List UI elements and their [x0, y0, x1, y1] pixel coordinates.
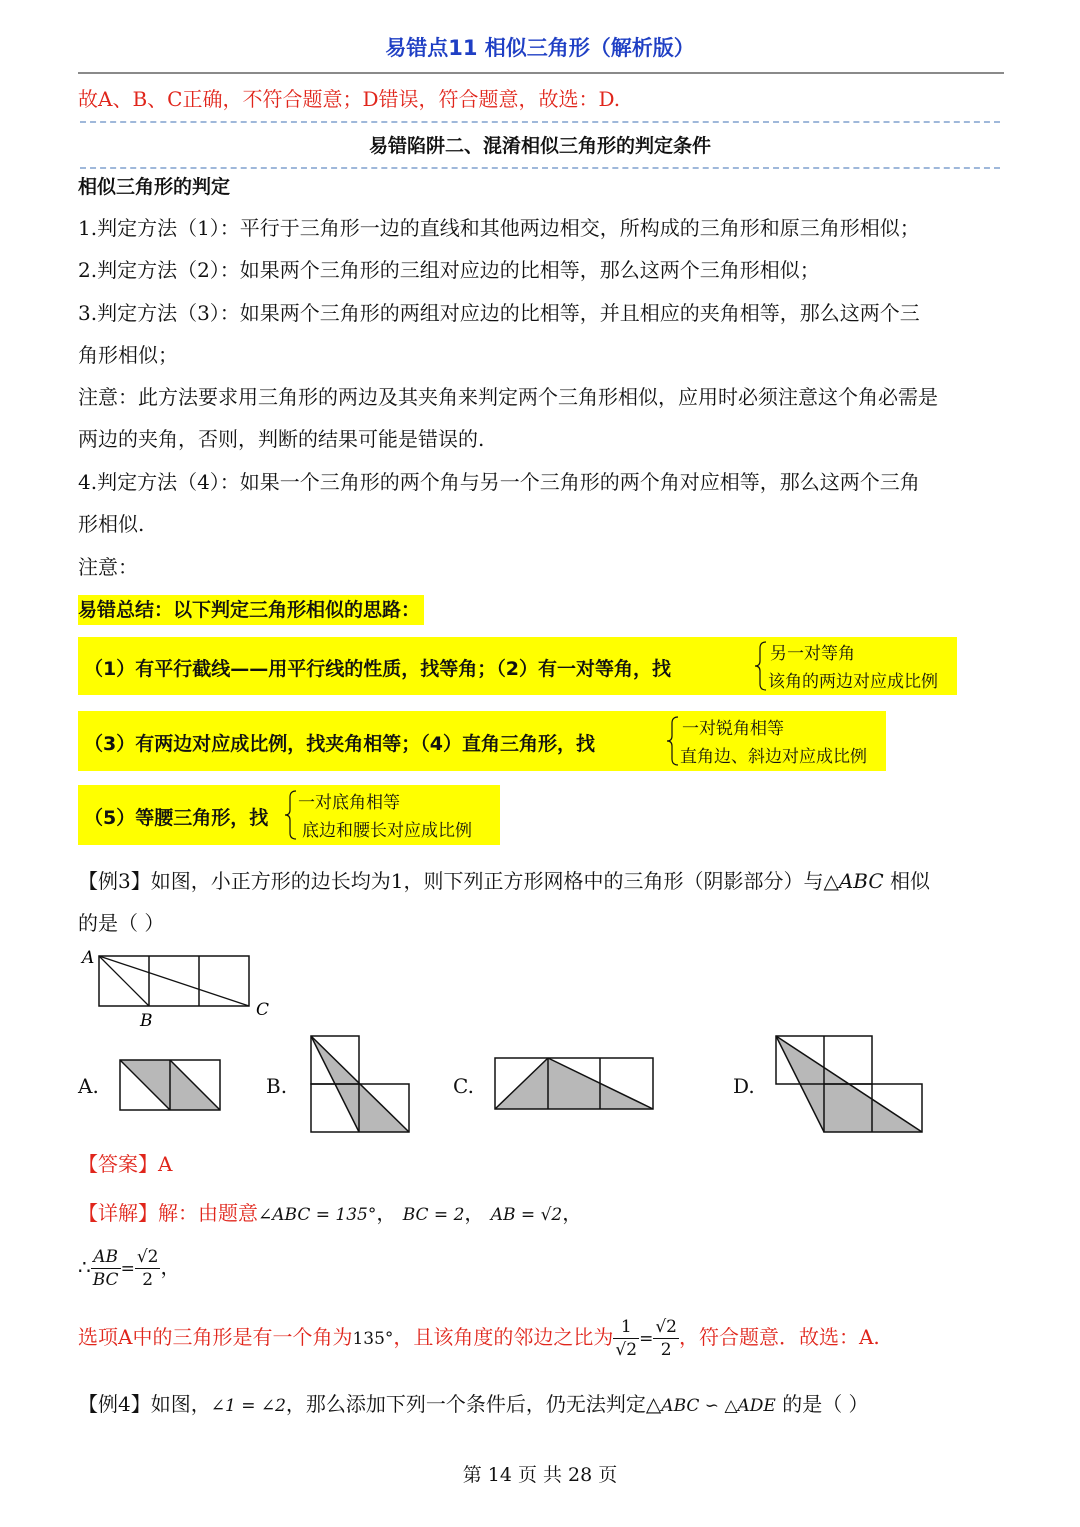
choice-b-label[interactable]: B.: [266, 1074, 288, 1098]
brace-icon: [666, 716, 680, 766]
summary-box-3-option-2: 底边和腰长对应成比例: [302, 821, 472, 841]
answer-line: [78, 1149, 172, 1179]
note-line-2: 两边的夹角，否则，判断的结果可能是错误的.: [78, 427, 485, 451]
method-line-4: 4.判定方法（4）：如果一个三角形的两个角与另一个三角形的两个角对应相等，那么这两个三角: [78, 470, 920, 494]
brace-icon: [754, 641, 768, 691]
choice-c-label[interactable]: C.: [453, 1074, 474, 1098]
detail-conclusion: 选项A中的三角形是有一个角为135°，且该角度的邻边之比为 $\frac{1}{√2}$ = $\frac{√2}{2}$ ，符合题意．故选：A.: [78, 1317, 880, 1360]
choice-b-figure[interactable]: [309, 1034, 413, 1136]
method-line-3: 3.判定方法（3）：如果两个三角形的两组对应边的比相等，并且相应的夹角相等，那么这两个三: [78, 301, 920, 325]
header-divider: [78, 72, 1004, 74]
fraction-ab-bc: $\frac{AB}{BC}$: [92, 1247, 119, 1290]
detail-line: 【详解】解：由题意∠ABC = 135°， BC = 2， AB = √2，: [78, 1201, 583, 1225]
summary-box-1: [78, 637, 957, 695]
section-title: 易错陷阱二、混淆相似三角形的判定条件: [368, 135, 711, 157]
page-footer: 第 14 页 共 28 页: [462, 1464, 618, 1486]
bc-formula: BC = 2: [402, 1205, 465, 1225]
example-3-question-cont: 的是（ ）: [78, 911, 165, 935]
section-subtitle: 相似三角形的判定: [78, 176, 231, 198]
summary-box-3-option-1: 一对底角相等: [298, 793, 400, 813]
summary-box-2-option-1: 一对锐角相等: [682, 719, 784, 739]
figure-abc-grid: [78, 945, 288, 1030]
dashed-divider-top: [80, 121, 1000, 123]
choice-a-figure[interactable]: [118, 1058, 224, 1112]
summary-box-1-option-1: 另一对等角: [770, 644, 855, 664]
fraction-1-over-root2: $\frac{1}{√2}$: [615, 1317, 638, 1360]
example-3-tag: 【例3】: [78, 869, 151, 893]
detail-lead: 解：由题意: [158, 1201, 258, 1225]
summary-box-2-text: （3）有两边对应成比例，找夹角相等；（4）直角三角形，找: [84, 733, 595, 755]
dashed-divider-bottom: [80, 167, 1000, 169]
triangle-abc-label: ABC: [838, 869, 884, 893]
similarity-statement: ABC ∽ △ADE: [661, 1396, 776, 1416]
method-line-1: 1.判定方法（1）：平行于三角形一边的直线和其他两边相交，所构成的三角形和原三角形相似；: [78, 216, 920, 240]
summary-box-1-option-2: 该角的两边对应成比例: [768, 672, 938, 692]
therefore-symbol: ∴: [78, 1255, 91, 1279]
summary-box-2: [78, 711, 886, 771]
answer-value: A: [158, 1152, 173, 1176]
choice-a-label[interactable]: A.: [78, 1074, 99, 1098]
choice-d-figure[interactable]: [774, 1034, 926, 1136]
segment-ac: [99, 956, 249, 1006]
ab-formula: AB = √2: [490, 1205, 563, 1225]
vertex-label-b: B: [140, 1011, 153, 1030]
method-line-2: 2.判定方法（2）：如果两个三角形的三组对应边的比相等，那么这两个三角形相似；: [78, 258, 820, 282]
example-3-text-end: 相似: [890, 869, 931, 893]
angle-value: 135°: [352, 1329, 394, 1349]
summary-box-1-text: （1）有平行截线——用平行线的性质，找等角；（2）有一对等角，找: [84, 658, 671, 680]
choice-d-label[interactable]: D.: [733, 1074, 755, 1098]
note-line-3: 注意：: [78, 555, 138, 579]
vertex-label-a: A: [82, 948, 95, 968]
fraction-root2-over-2-b: $\frac{√2}{2}$: [655, 1317, 677, 1360]
angle-abc-formula: ∠ABC = 135°: [258, 1205, 377, 1225]
ratio-line: ∴ $\frac{AB}{BC}$ = $\frac{√2}{2}$ ，: [78, 1247, 181, 1290]
choice-c-figure[interactable]: [493, 1056, 657, 1112]
vertex-label-c: C: [256, 1000, 270, 1020]
previous-conclusion: 故A、B、C正确，不符合题意；D错误，符合题意，故选：D.: [78, 87, 621, 111]
angle-condition: ∠1 = ∠2: [210, 1396, 286, 1416]
summary-title: 易错总结：以下判定三角形相似的思路：: [78, 595, 424, 625]
example-4-question: 【例4】如图，∠1 = ∠2，那么添加下列一个条件后，仍无法判定△ABC ∽ △ADE 的是（ ）: [78, 1392, 869, 1416]
answer-tag: 【答案】: [78, 1152, 158, 1176]
segment-ab: [99, 956, 149, 1006]
method-line-4-cont: 形相似.: [78, 512, 145, 536]
fraction-root2-over-2: $\frac{√2}{2}$: [136, 1247, 159, 1290]
summary-box-3-text: （5）等腰三角形，找: [84, 807, 269, 829]
note-line-1: 注意：此方法要求用三角形的两边及其夹角来判定两个三角形相似，应用时必须注意这个角必需是: [78, 385, 938, 409]
detail-tag: 【详解】: [78, 1201, 158, 1225]
example-3-question: [78, 866, 930, 896]
summary-box-2-option-2: 直角边、斜边对应成比例: [680, 747, 867, 767]
example-3-text: 如图，小正方形的边长均为1，则下列正方形网格中的三角形（阴影部分）与△: [150, 869, 839, 893]
page-header-title: 易错点11 相似三角形（解析版）: [385, 36, 695, 60]
example-4-tag: 【例4】: [78, 1392, 151, 1416]
method-line-3-cont: 角形相似；: [78, 343, 178, 367]
summary-box-3: [78, 785, 500, 845]
brace-icon: [284, 790, 298, 840]
